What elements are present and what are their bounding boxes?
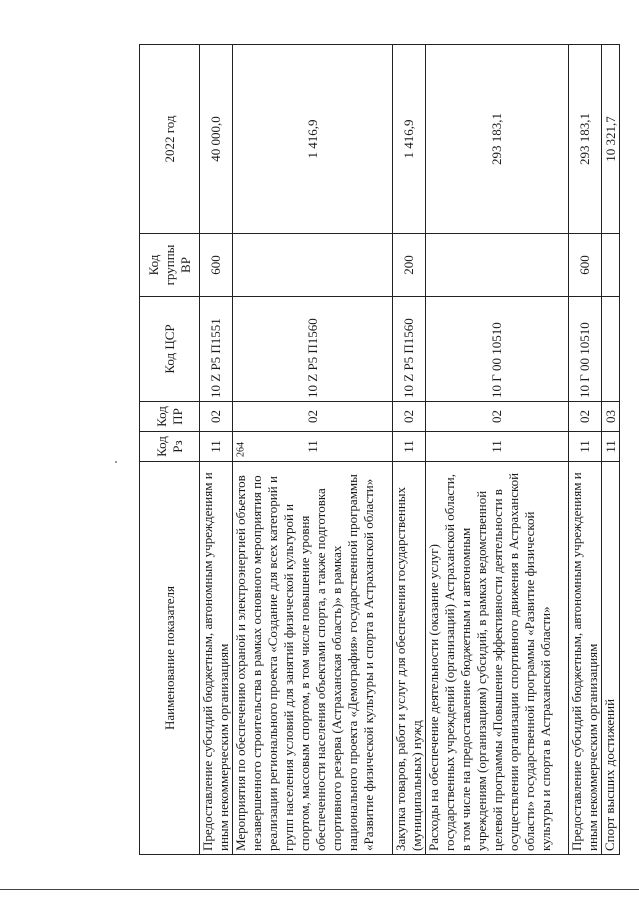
header-pr: Код ПР (140, 402, 200, 432)
header-csr: Код ЦСР (140, 297, 200, 402)
row-vr (233, 234, 393, 297)
table-header-row (140, 45, 200, 855)
row-pr: 02 (393, 402, 426, 432)
row-csr: 10 Z P5 П1551 (200, 297, 233, 402)
row-amount: 293 183,1 (569, 45, 602, 234)
row-pr: 02 (233, 402, 393, 432)
row-rz: 11 (602, 432, 620, 462)
budget-table (139, 44, 620, 855)
row-csr: 10 Z P5 П1560 (233, 297, 393, 402)
header-vr: Код группы ВР (140, 234, 200, 297)
header-year: 2022 год (140, 45, 200, 234)
row-amount: 293 183,1 (426, 45, 569, 234)
row-vr: 200 (393, 234, 426, 297)
table-row (569, 45, 602, 855)
header-name: Наименование показателя (140, 462, 200, 855)
row-name: Предоставление субсидий бюджетным, автономным учреждениям и иным некоммерческим организациям (569, 462, 602, 855)
row-name: Закупка товаров, работ и услуг для обеспечения государственных (муниципальных) нужд (393, 462, 426, 855)
row-pr: 02 (426, 402, 569, 432)
row-pr: 03 (602, 402, 620, 432)
row-name: Расходы на обеспечение деятельности (оказание услуг) государственных учреждений (организаций) Астраханской области, в том числе на предоставление бюджетным и автономным учреждениям (организациям) субсидий, в рамках ведомственной целевой программы «Повышение эффективности деятельности в осуществлении организации спортивного движения в Астраханской области» государственной программы «Развитие физической культуры и спорта в Астраханской области» (426, 462, 569, 855)
scan-speck (115, 461, 117, 463)
page-number: 264 (235, 442, 247, 457)
row-rz: 11 (569, 432, 602, 462)
row-name: Мероприятия по обеспечению охраной и электроэнергией объектов незавершенного строительства в рамках основного мероприятия по реализации регионального проекта «Создание для всех категорий и групп населения условий для занятий физической культурой и спортом, массовым спортом, в том числе повышение уровня обеспеченности населения объектами спорта, а также подготовка спортивного резерва (Астраханская область)» в рамках национального проекта «Демография» государственной программы «Развитие физической культуры и спорта в Астраханской области» (233, 462, 393, 855)
row-name: Предоставление субсидий бюджетным, автономным учреждениям и иным некоммерческим организациям (200, 462, 233, 855)
row-pr: 02 (200, 402, 233, 432)
row-rz: 11 (426, 432, 569, 462)
row-csr: 10 Г 00 10510 (426, 297, 569, 402)
row-vr (602, 234, 620, 297)
budget-table-rotated (139, 45, 618, 855)
row-pr: 02 (569, 402, 602, 432)
row-csr (602, 297, 620, 402)
row-csr: 10 Г 00 10510 (569, 297, 602, 402)
table-row (393, 45, 426, 855)
table-row (200, 45, 233, 855)
table-row (233, 45, 393, 855)
row-name: Спорт высших достижений (602, 462, 620, 855)
row-rz: 11 (233, 432, 393, 462)
header-rz: Код Рз (140, 432, 200, 462)
row-amount: 10 321,7 (602, 45, 620, 234)
row-amount: 1 416,9 (393, 45, 426, 234)
page-bottom-rule (0, 889, 639, 890)
row-amount: 40 000,0 (200, 45, 233, 234)
table-row (602, 45, 620, 855)
row-vr: 600 (200, 234, 233, 297)
row-rz: 11 (393, 432, 426, 462)
row-amount: 1 416,9 (233, 45, 393, 234)
row-vr: 600 (569, 234, 602, 297)
row-vr (426, 234, 569, 297)
table-row (426, 45, 569, 855)
row-csr: 10 Z P5 П1560 (393, 297, 426, 402)
row-rz: 11 (200, 432, 233, 462)
